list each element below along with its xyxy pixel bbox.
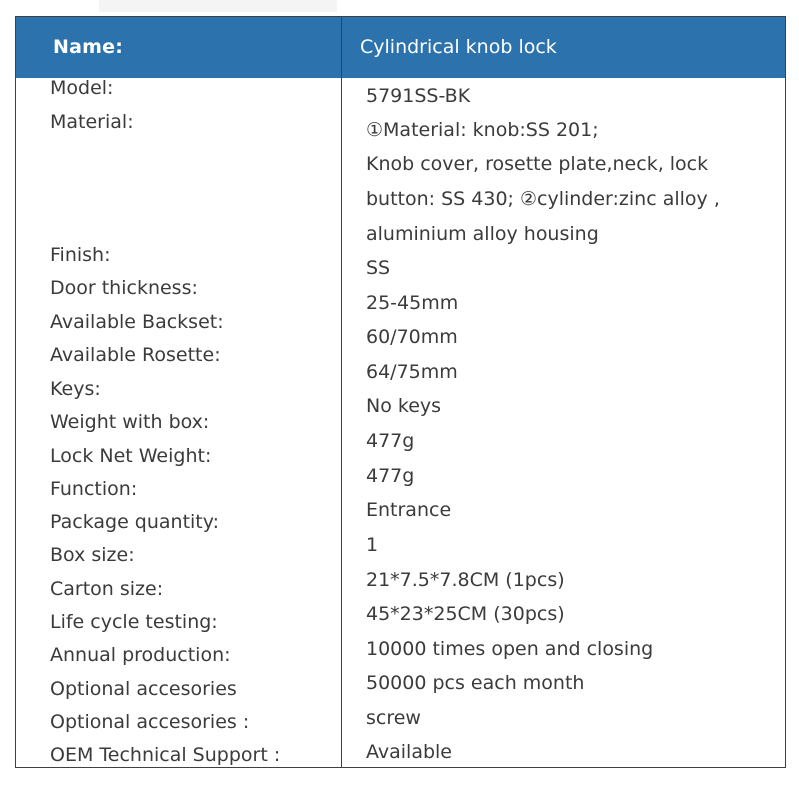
value-material-line-1: ①Material: knob:SS 201;	[366, 119, 599, 141]
value-box-size: 21*7.5*7.8CM (1pcs)	[366, 569, 565, 591]
label-function: Function:	[50, 478, 138, 500]
spec-table	[15, 16, 786, 768]
label-carton-size: Carton size:	[50, 578, 164, 600]
label-door-thickness: Door thickness:	[50, 277, 198, 299]
value-available-backset: 60/70mm	[366, 326, 458, 348]
label-oem-technical-support: OEM Technical Support :	[50, 744, 281, 766]
value-weight-with-box: 477g	[366, 430, 415, 452]
label-weight-with-box: Weight with box:	[50, 411, 210, 433]
value-material-line-3: button: SS 430; ②cylinder:zinc alloy ,	[366, 188, 720, 210]
value-package-quantity: 1	[366, 534, 379, 556]
label-keys: Keys:	[50, 378, 101, 400]
label-model: Model:	[50, 77, 114, 99]
value-carton-size: 45*23*25CM (30pcs)	[366, 603, 565, 625]
label-finish: Finish:	[50, 244, 111, 266]
top-strip	[99, 0, 337, 12]
label-life-cycle-testing: Life cycle testing:	[50, 611, 218, 633]
value-function: Entrance	[366, 499, 452, 521]
label-available-backset: Available Backset:	[50, 311, 224, 333]
label-optional-accessories: Optional accesories	[50, 678, 237, 700]
label-material: Material:	[50, 111, 134, 133]
value-keys: No keys	[366, 395, 442, 417]
label-box-size: Box size:	[50, 544, 135, 566]
value-annual-production: 50000 pcs each month	[366, 672, 585, 694]
label-column	[16, 17, 341, 767]
value-material-line-2: Knob cover, rosette plate,neck, lock	[366, 153, 709, 175]
value-lock-net-weight: 477g	[366, 465, 415, 487]
header-name-value: Cylindrical knob lock	[360, 36, 557, 58]
value-column	[342, 17, 785, 767]
value-material-line-4: aluminium alloy housing	[366, 223, 599, 245]
header-name-label: Name:	[53, 36, 124, 58]
value-oem-technical-support: Available	[366, 741, 453, 763]
label-available-rosette: Available Rosette:	[50, 344, 221, 366]
label-lock-net-weight: Lock Net Weight:	[50, 445, 212, 467]
label-annual-production: Annual production:	[50, 644, 231, 666]
value-door-thickness: 25-45mm	[366, 292, 459, 314]
value-finish: SS	[366, 257, 391, 279]
label-package-quantity: Package quantity:	[50, 511, 220, 533]
value-model: 5791SS-BK	[366, 85, 471, 107]
label-optional-accessories-2: Optional accesories :	[50, 711, 250, 733]
value-optional-accessories: screw	[366, 707, 421, 729]
value-life-cycle-testing: 10000 times open and closing	[366, 638, 654, 660]
value-available-rosette: 64/75mm	[366, 361, 458, 383]
